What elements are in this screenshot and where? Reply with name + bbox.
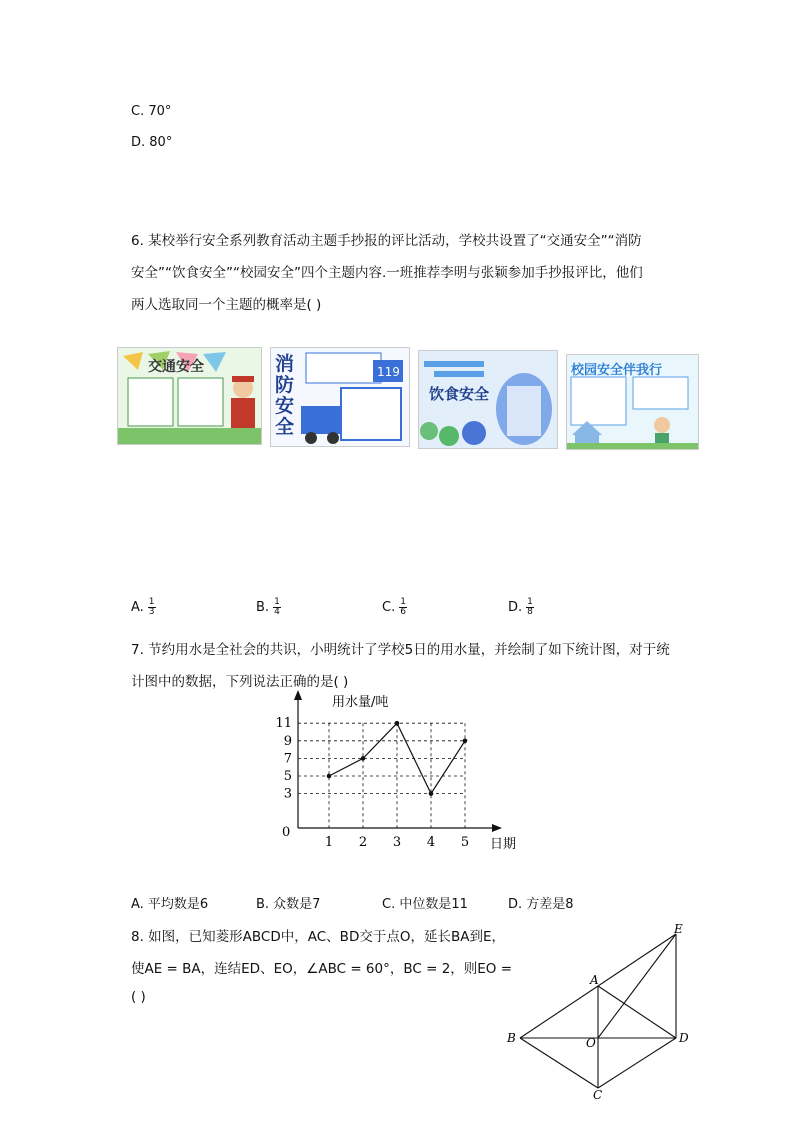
x-tick-label: 2 [358, 835, 368, 850]
y-axis-label: 用水量/吨 [332, 695, 389, 710]
question-7-line-1: 7. 节约用水是全社会的共识，小明统计了学校5日的用水量，并绘制了如下统计图，对于统 [131, 642, 670, 658]
segment-CD [598, 1038, 676, 1088]
question-8-line-3: ( ) [131, 989, 146, 1005]
poster-campus-safety [566, 354, 699, 450]
question-6-line-1: 6. 某校举行安全系列教育活动主题手抄报的评比活动，学校共设置了“交通安全”“消防 [131, 233, 642, 249]
label-A: A [590, 973, 599, 987]
label-D: D [679, 1031, 689, 1045]
data-point [463, 739, 468, 744]
y-tick-label: 9 [283, 733, 292, 749]
poster-title: 消防安全 [275, 353, 295, 438]
data-point [361, 756, 366, 761]
question-6-line-2: 安全”“饮食安全”“校园安全”四个主题内容.一班推荐李明与张颖参加手抄报评比，他们 [131, 265, 643, 281]
y-axis-arrow [294, 690, 302, 700]
label-C: C [593, 1088, 603, 1100]
y-tick-label: 7 [283, 751, 292, 767]
label-O: O [586, 1036, 596, 1050]
poster-title: 交通安全 [148, 359, 204, 375]
origin-label: 0 [282, 825, 291, 840]
question-6-line-3: 两人选取同一个主题的概率是( ) [131, 297, 322, 313]
q7-option-a: A. 平均数是6 [131, 897, 209, 912]
data-point [327, 774, 332, 779]
chart-ticks [275, 716, 469, 850]
data-point [429, 791, 434, 796]
chart-axes [294, 690, 502, 832]
question-8-line-2: 使AE = BA，连结ED、EO，∠ABC = 60°，BC = 2，则EO = [131, 961, 513, 977]
x-tick-label: 5 [460, 835, 470, 850]
q6-option-b: B. $\frac{1}{4}$ [256, 597, 280, 617]
q6-option-d: D. $\frac{1}{8}$ [508, 597, 533, 617]
q7-option-b: B. 众数是7 [256, 897, 321, 912]
q7-option-d: D. 方差是8 [508, 897, 574, 912]
label-B: B [507, 1031, 516, 1045]
y-tick-label: 3 [283, 786, 292, 802]
poster-food-safety [418, 350, 558, 449]
segment-EO [598, 934, 676, 1038]
x-axis-label: 日期 [490, 837, 517, 852]
question-8-line-1: 8. 如图，已知菱形ABCD中，AC、BD交于点O，延长BA到E， [131, 929, 505, 945]
poster-title: 饮食安全 [429, 385, 490, 403]
y-tick-label: 11 [275, 716, 292, 732]
option-d: D. 80° [131, 135, 173, 150]
water-usage-line-chart [270, 688, 530, 858]
y-tick-label: 5 [283, 769, 292, 784]
x-tick-label: 3 [392, 835, 402, 850]
segment-AD [598, 986, 676, 1038]
rhombus-figure [500, 920, 700, 1100]
q6-option-a: A. $\frac{1}{3}$ [131, 597, 155, 617]
poster-traffic-safety [117, 347, 262, 445]
x-tick-label: 4 [426, 835, 436, 850]
option-c: C. 70° [131, 104, 172, 119]
svg-text:119: 119 [377, 365, 400, 379]
data-point [395, 721, 400, 726]
question-7-line-2: 计图中的数据，下列说法正确的是( ) [131, 674, 349, 690]
x-axis-arrow [492, 824, 502, 832]
x-tick-label: 1 [324, 835, 334, 850]
poster-title: 校园安全伴我行 [571, 363, 663, 378]
q7-option-c: C. 中位数是11 [382, 897, 468, 912]
poster-fire-safety [270, 347, 410, 447]
label-E: E [674, 922, 683, 936]
q6-option-c: C. $\frac{1}{6}$ [382, 597, 406, 617]
